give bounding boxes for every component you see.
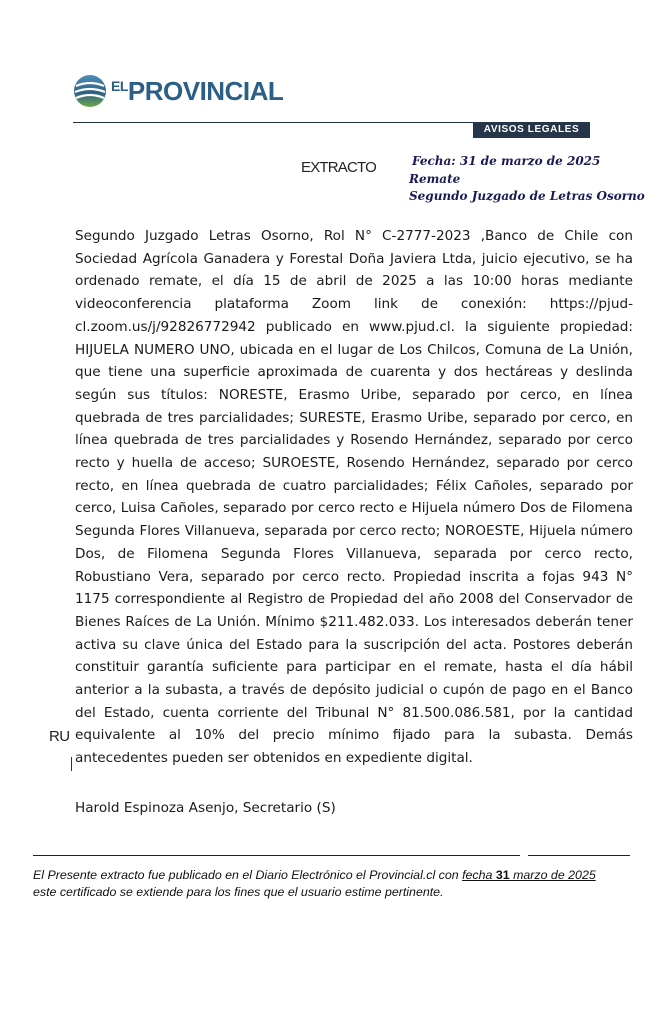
footer-line-1	[33, 867, 643, 884]
notice-body: Segundo Juzgado Letras Osorno, Rol N° C-2777-2023 ,Banco de Chile con Sociedad Agrícola Ganadera y Forestal Doña Javiera Ltda, juicio ejecutivo, se ha ordenado remate, el día 15 de abril de 2025 a las 10:00 horas mediante videoconferencia plataforma Zoom link de conexión: https://pjud-cl.zoom.us/j/92826772942 publicado en www.pjud.cl. la siguiente propiedad: HIJUELA NUMERO UNO, ubicada en el lugar de Los Chilcos, Comuna de La Unión, que tiene una superficie aproximada de cuarenta y dos hectáreas y deslinda según sus títulos: NORESTE, Erasmo Uribe, separado por cerco, en línea quebrada de tres parcialidades; SURESTE, Erasmo Uribe, separado por cerco, en línea quebrada de tres parcialidades y Rosendo Hernández, separado por cerco recto y huella de acceso; SUROESTE, Rosendo Hernández, separado por cerco recto, en línea quebrada de cuatro parcialidades; Félix Cañoles, separado por cerco, Luisa Cañoles, separado por cerco recto e Hijuela número Dos de Filomena Segunda Flores Villanueva, separada por cerco recto; NOROESTE, Hijuela número Dos, de Filomena Segunda Flores Villanueva, separada por cerco recto, Robustiano Vera, separado por cerco recto. Propiedad inscrita a fojas 943 N° 1175 correspondiente al Registro de Propiedad del año 2008 del Conservador de Bienes Raíces de La Unión. Mínimo $211.482.033. Los interesados deberán tener activa su clave única del Estado para la suscripción del acta. Postores deberán constituir garantía suficiente para participar en el remate, hasta el día hábil anterior a la subasta, a través de depósito judicial o cupón de pago en el Banco del Estado, cuenta corriente del Tribunal N° 81.500.086.581, por la cantidad equivalente al 10% del precio mínimo fijado para la subasta. Demás antecedentes pueden ser obtenidos en expediente digital.	[75, 228, 633, 767]
footer-month-year: marzo de 2025	[509, 868, 596, 882]
notice-meta	[409, 153, 645, 206]
footer-day: 31	[492, 868, 510, 882]
notice-court: Segundo Juzgado de Letras Osorno	[409, 189, 645, 203]
brand-name	[111, 74, 283, 108]
publication-footer	[33, 867, 643, 901]
footer-fecha	[462, 868, 596, 882]
stray-mark	[71, 757, 72, 771]
footer-line-2: este certificado se extiende para los fines que el usuario estime pertinente.	[33, 885, 444, 899]
footer-rule-left	[33, 855, 520, 856]
notice-type: Remate	[409, 171, 461, 186]
notice-date: Fecha: 31 de marzo de 2025	[412, 154, 601, 168]
notice-label: EXTRACTO	[301, 159, 377, 176]
notice-signature: Harold Espinoza Asenjo, Secretario (S)	[75, 800, 336, 816]
brand-prefix: EL	[111, 78, 128, 94]
section-tab-avisos-legales[interactable]: AVISOS LEGALES	[473, 122, 590, 138]
provincial-logo	[73, 74, 283, 108]
footer-rule-right	[528, 855, 630, 856]
globe-icon	[73, 74, 107, 108]
stray-text: RU	[49, 728, 70, 745]
brand-main: PROVINCIAL	[127, 76, 284, 106]
footer-fecha-word: fecha	[462, 868, 493, 882]
footer-prefix: El Presente extracto fue publicado en el Diario Electrónico el Provincial.cl con	[33, 868, 463, 882]
